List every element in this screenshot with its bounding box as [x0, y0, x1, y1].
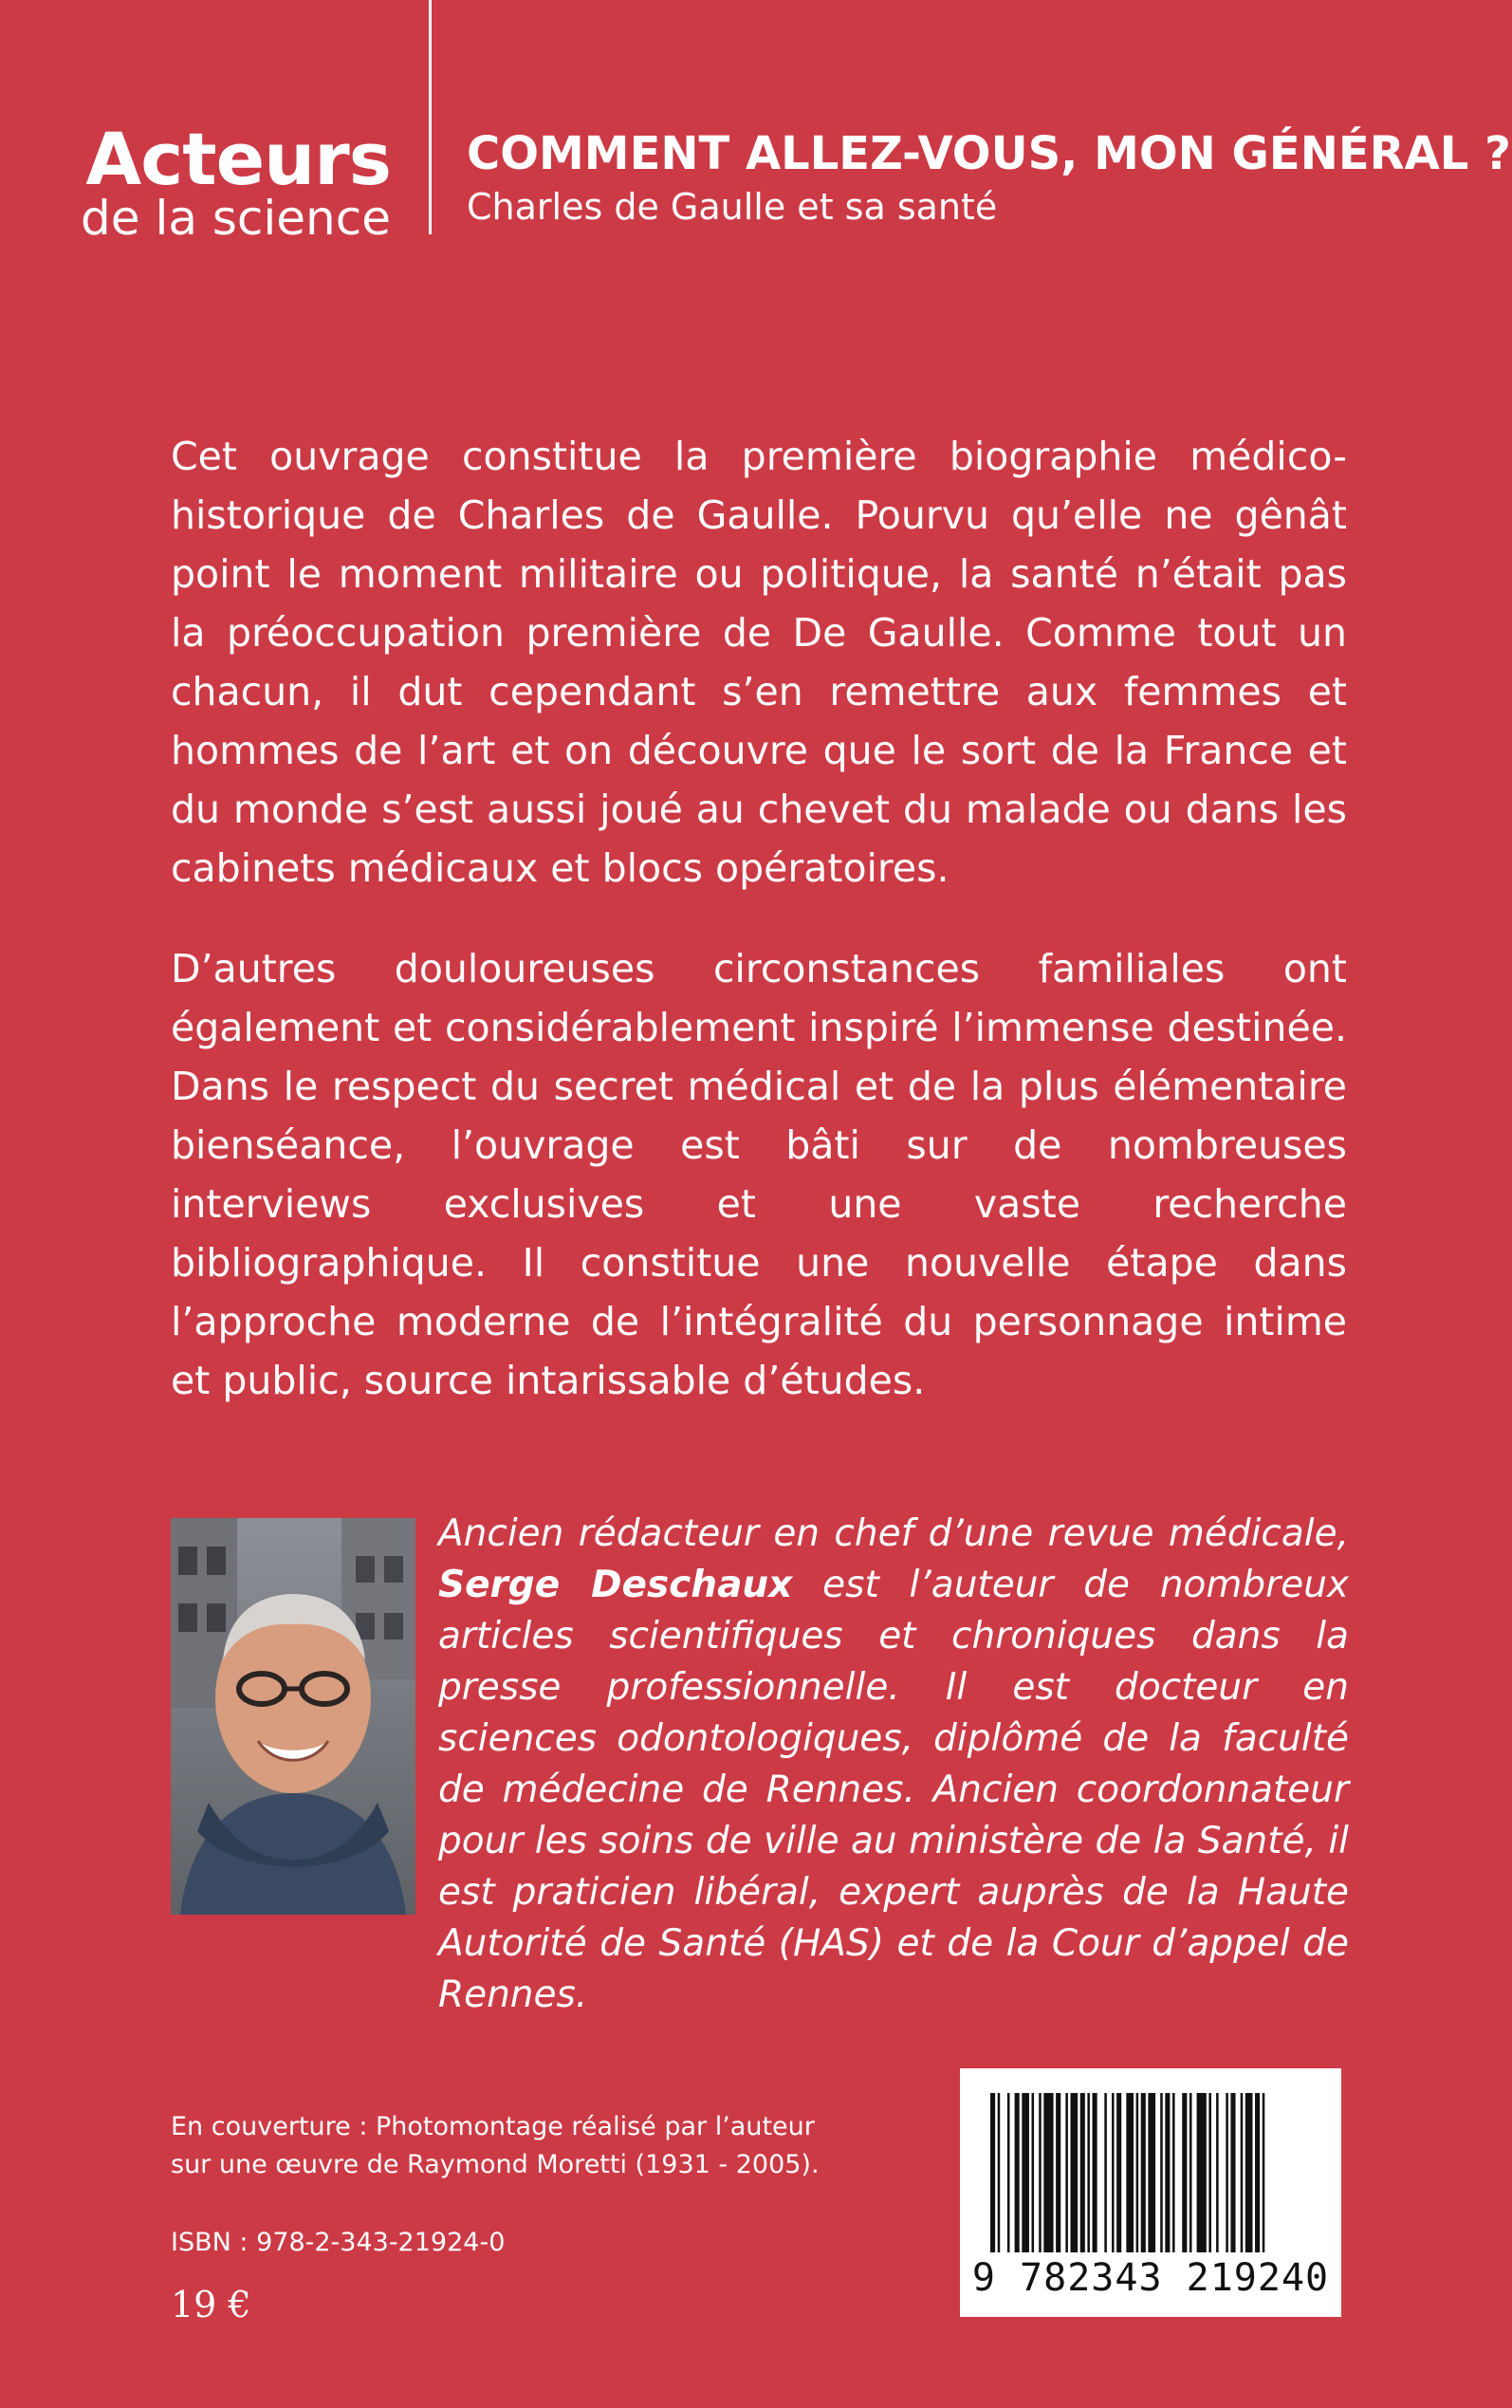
author-photo	[171, 1518, 415, 1915]
cover-credit-line-2: sur une œuvre de Raymond Moretti (1931 - 2005).	[171, 2150, 820, 2179]
series-title: Acteurs	[85, 117, 391, 201]
blurb-paragraph-2: D’autres douloureuses circonstances familiales ont également et considérablement inspiré l’immense destinée. Dans le respect du secret médical et de la plus élémentaire bienséance, l’ouvrage est bâti sur de nombreuses interviews exclusives et une vaste recherche bibliographique. Il constitue une nouvelle étape dans l’approche moderne de l’intégralité du personnage intime et public, source intarissable d’études.	[171, 946, 1347, 1403]
author-bio-intro: Ancien rédacteur en chef d’une revue médicale,	[438, 1512, 1349, 1555]
cover-credit	[171, 2108, 820, 2184]
author-name: Serge Deschaux	[438, 1564, 793, 1606]
isbn: ISBN : 978-2-343-21924-0	[171, 2228, 506, 2257]
series-logo	[81, 117, 391, 246]
price: 19 €	[171, 2284, 251, 2325]
header-divider	[429, 0, 432, 234]
barcode	[960, 2068, 1341, 2317]
book-title: COMMENT ALLEZ-VOUS, MON GÉNÉRAL ?	[467, 127, 1511, 180]
cover-credit-line-1: En couverture : Photomontage réalisé par l’auteur	[171, 2112, 815, 2141]
book-subtitle: Charles de Gaulle et sa santé	[467, 186, 998, 228]
barcode-bars	[960, 2068, 1341, 2258]
barcode-digits: 9 782343 219240	[971, 2256, 1330, 2300]
blurb-paragraph-1: Cet ouvrage constitue la première biographie médico-historique de Charles de Gaulle. Pourvu qu’elle ne gênât point le moment militaire ou politique, la santé n’était pas la préoccupation première de De Gaulle. Comme tout un chacun, il dut cependant s’en remettre aux femmes et hommes de l’art et on découvre que le sort de la France et du monde s’est aussi joué au chevet du malade ou dans les cabinets médicaux et blocs opératoires.	[171, 434, 1347, 891]
author-bio-rest: est l’auteur de nombreux articles scientifiques et chroniques dans la presse professionnelle. Il est docteur en sciences odontologiques, diplômé de la faculté de médecine de Rennes. Ancien coordonnateur pour les soins de ville au ministère de la Santé, il est praticien libéral, expert auprès de la Haute Autorité de Santé (HAS) et de la Cour d’appel de Rennes.	[438, 1564, 1349, 2016]
series-subtitle: de la science	[81, 191, 391, 246]
author-bio	[438, 1509, 1349, 2021]
